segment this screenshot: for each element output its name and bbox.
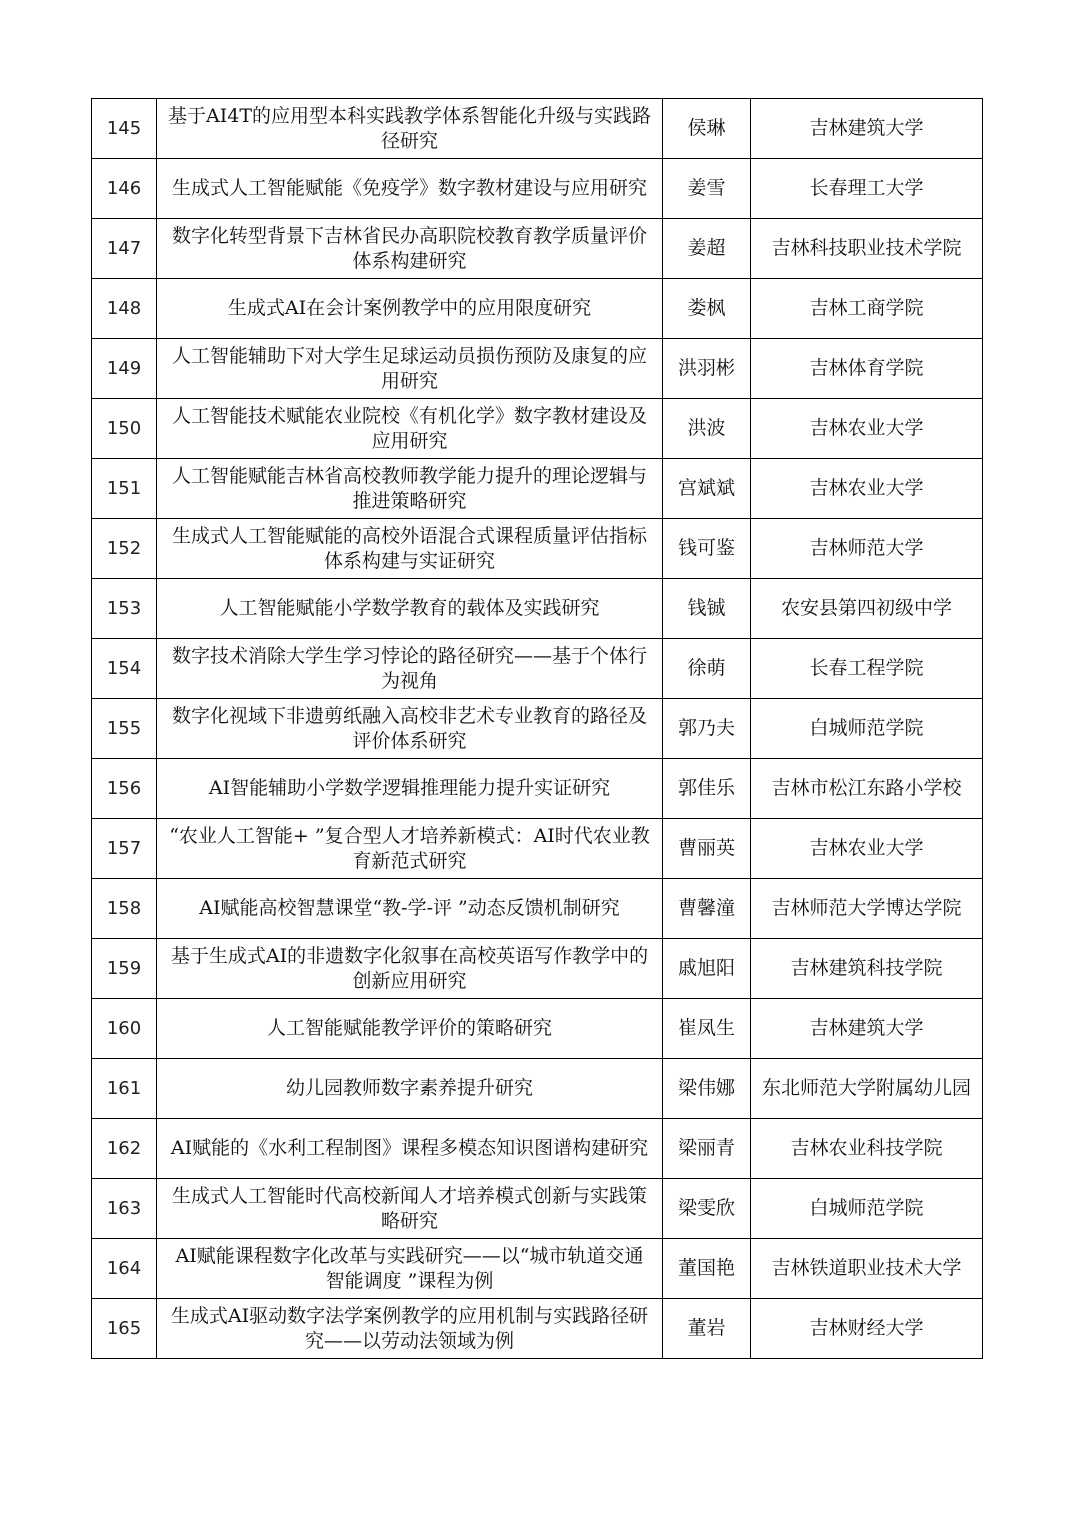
organization-cell: 吉林农业大学 xyxy=(751,459,983,519)
table-row xyxy=(92,1059,983,1119)
table-row xyxy=(92,399,983,459)
organization-cell: 长春工程学院 xyxy=(751,639,983,699)
applicant-name-cell: 钱铖 xyxy=(663,579,751,639)
table-row xyxy=(92,339,983,399)
organization-cell: 吉林农业大学 xyxy=(751,819,983,879)
organization-cell: 长春理工大学 xyxy=(751,159,983,219)
organization-cell: 吉林财经大学 xyxy=(751,1299,983,1359)
organization-cell: 吉林建筑大学 xyxy=(751,99,983,159)
project-title-cell: 生成式AI在会计案例教学中的应用限度研究 xyxy=(157,279,663,339)
project-title-cell: 生成式人工智能时代高校新闻人才培养模式创新与实践策略研究 xyxy=(157,1179,663,1239)
row-number-cell: 149 xyxy=(92,339,157,399)
organization-cell: 吉林农业科技学院 xyxy=(751,1119,983,1179)
project-title-cell: 生成式人工智能赋能的高校外语混合式课程质量评估指标体系构建与实证研究 xyxy=(157,519,663,579)
table-row xyxy=(92,579,983,639)
table-row xyxy=(92,459,983,519)
table-row xyxy=(92,999,983,1059)
project-title-cell: 数字技术消除大学生学习悖论的路径研究——基于个体行为视角 xyxy=(157,639,663,699)
project-title-cell: AI赋能课程数字化改革与实践研究——以“城市轨道交通智能调度 ”课程为例 xyxy=(157,1239,663,1299)
row-number-cell: 151 xyxy=(92,459,157,519)
row-number-cell: 154 xyxy=(92,639,157,699)
applicant-name-cell: 董国艳 xyxy=(663,1239,751,1299)
organization-cell: 白城师范学院 xyxy=(751,699,983,759)
applicant-name-cell: 戚旭阳 xyxy=(663,939,751,999)
organization-cell: 东北师范大学附属幼儿园 xyxy=(751,1059,983,1119)
row-number-cell: 156 xyxy=(92,759,157,819)
row-number-cell: 155 xyxy=(92,699,157,759)
applicant-name-cell: 侯琳 xyxy=(663,99,751,159)
table-row xyxy=(92,939,983,999)
row-number-cell: 152 xyxy=(92,519,157,579)
organization-cell: 白城师范学院 xyxy=(751,1179,983,1239)
row-number-cell: 161 xyxy=(92,1059,157,1119)
row-number-cell: 146 xyxy=(92,159,157,219)
table-row xyxy=(92,639,983,699)
organization-cell: 吉林建筑大学 xyxy=(751,999,983,1059)
table-row xyxy=(92,699,983,759)
row-number-cell: 160 xyxy=(92,999,157,1059)
project-title-cell: 幼儿园教师数字素养提升研究 xyxy=(157,1059,663,1119)
table-row xyxy=(92,1179,983,1239)
applicant-name-cell: 宫斌斌 xyxy=(663,459,751,519)
row-number-cell: 165 xyxy=(92,1299,157,1359)
table-row xyxy=(92,1239,983,1299)
row-number-cell: 162 xyxy=(92,1119,157,1179)
organization-cell: 吉林建筑科技学院 xyxy=(751,939,983,999)
project-title-cell: 人工智能技术赋能农业院校《有机化学》数字教材建设及应用研究 xyxy=(157,399,663,459)
row-number-cell: 150 xyxy=(92,399,157,459)
project-title-cell: “农业人工智能+ ”复合型人才培养新模式：AI时代农业教育新范式研究 xyxy=(157,819,663,879)
applicant-name-cell: 崔凤生 xyxy=(663,999,751,1059)
table-row xyxy=(92,219,983,279)
organization-cell: 吉林工商学院 xyxy=(751,279,983,339)
row-number-cell: 163 xyxy=(92,1179,157,1239)
applicant-name-cell: 洪波 xyxy=(663,399,751,459)
organization-cell: 农安县第四初级中学 xyxy=(751,579,983,639)
project-title-cell: 人工智能赋能教学评价的策略研究 xyxy=(157,999,663,1059)
table-row xyxy=(92,819,983,879)
project-title-cell: AI赋能的《水利工程制图》课程多模态知识图谱构建研究 xyxy=(157,1119,663,1179)
table-row xyxy=(92,879,983,939)
table-row xyxy=(92,99,983,159)
table-row xyxy=(92,759,983,819)
row-number-cell: 153 xyxy=(92,579,157,639)
project-title-cell: 人工智能赋能小学数学教育的载体及实践研究 xyxy=(157,579,663,639)
applicant-name-cell: 曹馨潼 xyxy=(663,879,751,939)
applicant-name-cell: 曹丽英 xyxy=(663,819,751,879)
row-number-cell: 147 xyxy=(92,219,157,279)
organization-cell: 吉林师范大学博达学院 xyxy=(751,879,983,939)
project-list-table xyxy=(91,98,983,1359)
project-title-cell: 生成式AI驱动数字法学案例教学的应用机制与实践路径研究——以劳动法领域为例 xyxy=(157,1299,663,1359)
table-row xyxy=(92,1299,983,1359)
organization-cell: 吉林体育学院 xyxy=(751,339,983,399)
project-title-cell: 基于生成式AI的非遗数字化叙事在高校英语写作教学中的创新应用研究 xyxy=(157,939,663,999)
applicant-name-cell: 郭乃夫 xyxy=(663,699,751,759)
project-title-cell: 生成式人工智能赋能《免疫学》数字教材建设与应用研究 xyxy=(157,159,663,219)
applicant-name-cell: 洪羽彬 xyxy=(663,339,751,399)
organization-cell: 吉林师范大学 xyxy=(751,519,983,579)
project-title-cell: AI赋能高校智慧课堂“教-学-评 ”动态反馈机制研究 xyxy=(157,879,663,939)
table-row xyxy=(92,159,983,219)
table-body xyxy=(92,99,983,1359)
row-number-cell: 157 xyxy=(92,819,157,879)
organization-cell: 吉林农业大学 xyxy=(751,399,983,459)
project-title-cell: 数字化转型背景下吉林省民办高职院校教育教学质量评价体系构建研究 xyxy=(157,219,663,279)
applicant-name-cell: 梁丽青 xyxy=(663,1119,751,1179)
organization-cell: 吉林铁道职业技术大学 xyxy=(751,1239,983,1299)
row-number-cell: 159 xyxy=(92,939,157,999)
applicant-name-cell: 娄枫 xyxy=(663,279,751,339)
applicant-name-cell: 钱可鉴 xyxy=(663,519,751,579)
project-title-cell: 人工智能辅助下对大学生足球运动员损伤预防及康复的应用研究 xyxy=(157,339,663,399)
applicant-name-cell: 姜雪 xyxy=(663,159,751,219)
project-title-cell: 基于AI4T的应用型本科实践教学体系智能化升级与实践路径研究 xyxy=(157,99,663,159)
organization-cell: 吉林市松江东路小学校 xyxy=(751,759,983,819)
row-number-cell: 145 xyxy=(92,99,157,159)
applicant-name-cell: 徐萌 xyxy=(663,639,751,699)
row-number-cell: 158 xyxy=(92,879,157,939)
project-title-cell: AI智能辅助小学数学逻辑推理能力提升实证研究 xyxy=(157,759,663,819)
organization-cell: 吉林科技职业技术学院 xyxy=(751,219,983,279)
applicant-name-cell: 董岩 xyxy=(663,1299,751,1359)
applicant-name-cell: 姜超 xyxy=(663,219,751,279)
applicant-name-cell: 郭佳乐 xyxy=(663,759,751,819)
table-row xyxy=(92,519,983,579)
row-number-cell: 164 xyxy=(92,1239,157,1299)
table-row xyxy=(92,1119,983,1179)
applicant-name-cell: 梁雯欣 xyxy=(663,1179,751,1239)
applicant-name-cell: 梁伟娜 xyxy=(663,1059,751,1119)
project-title-cell: 人工智能赋能吉林省高校教师教学能力提升的理论逻辑与推进策略研究 xyxy=(157,459,663,519)
table-row xyxy=(92,279,983,339)
row-number-cell: 148 xyxy=(92,279,157,339)
project-title-cell: 数字化视域下非遗剪纸融入高校非艺术专业教育的路径及评价体系研究 xyxy=(157,699,663,759)
